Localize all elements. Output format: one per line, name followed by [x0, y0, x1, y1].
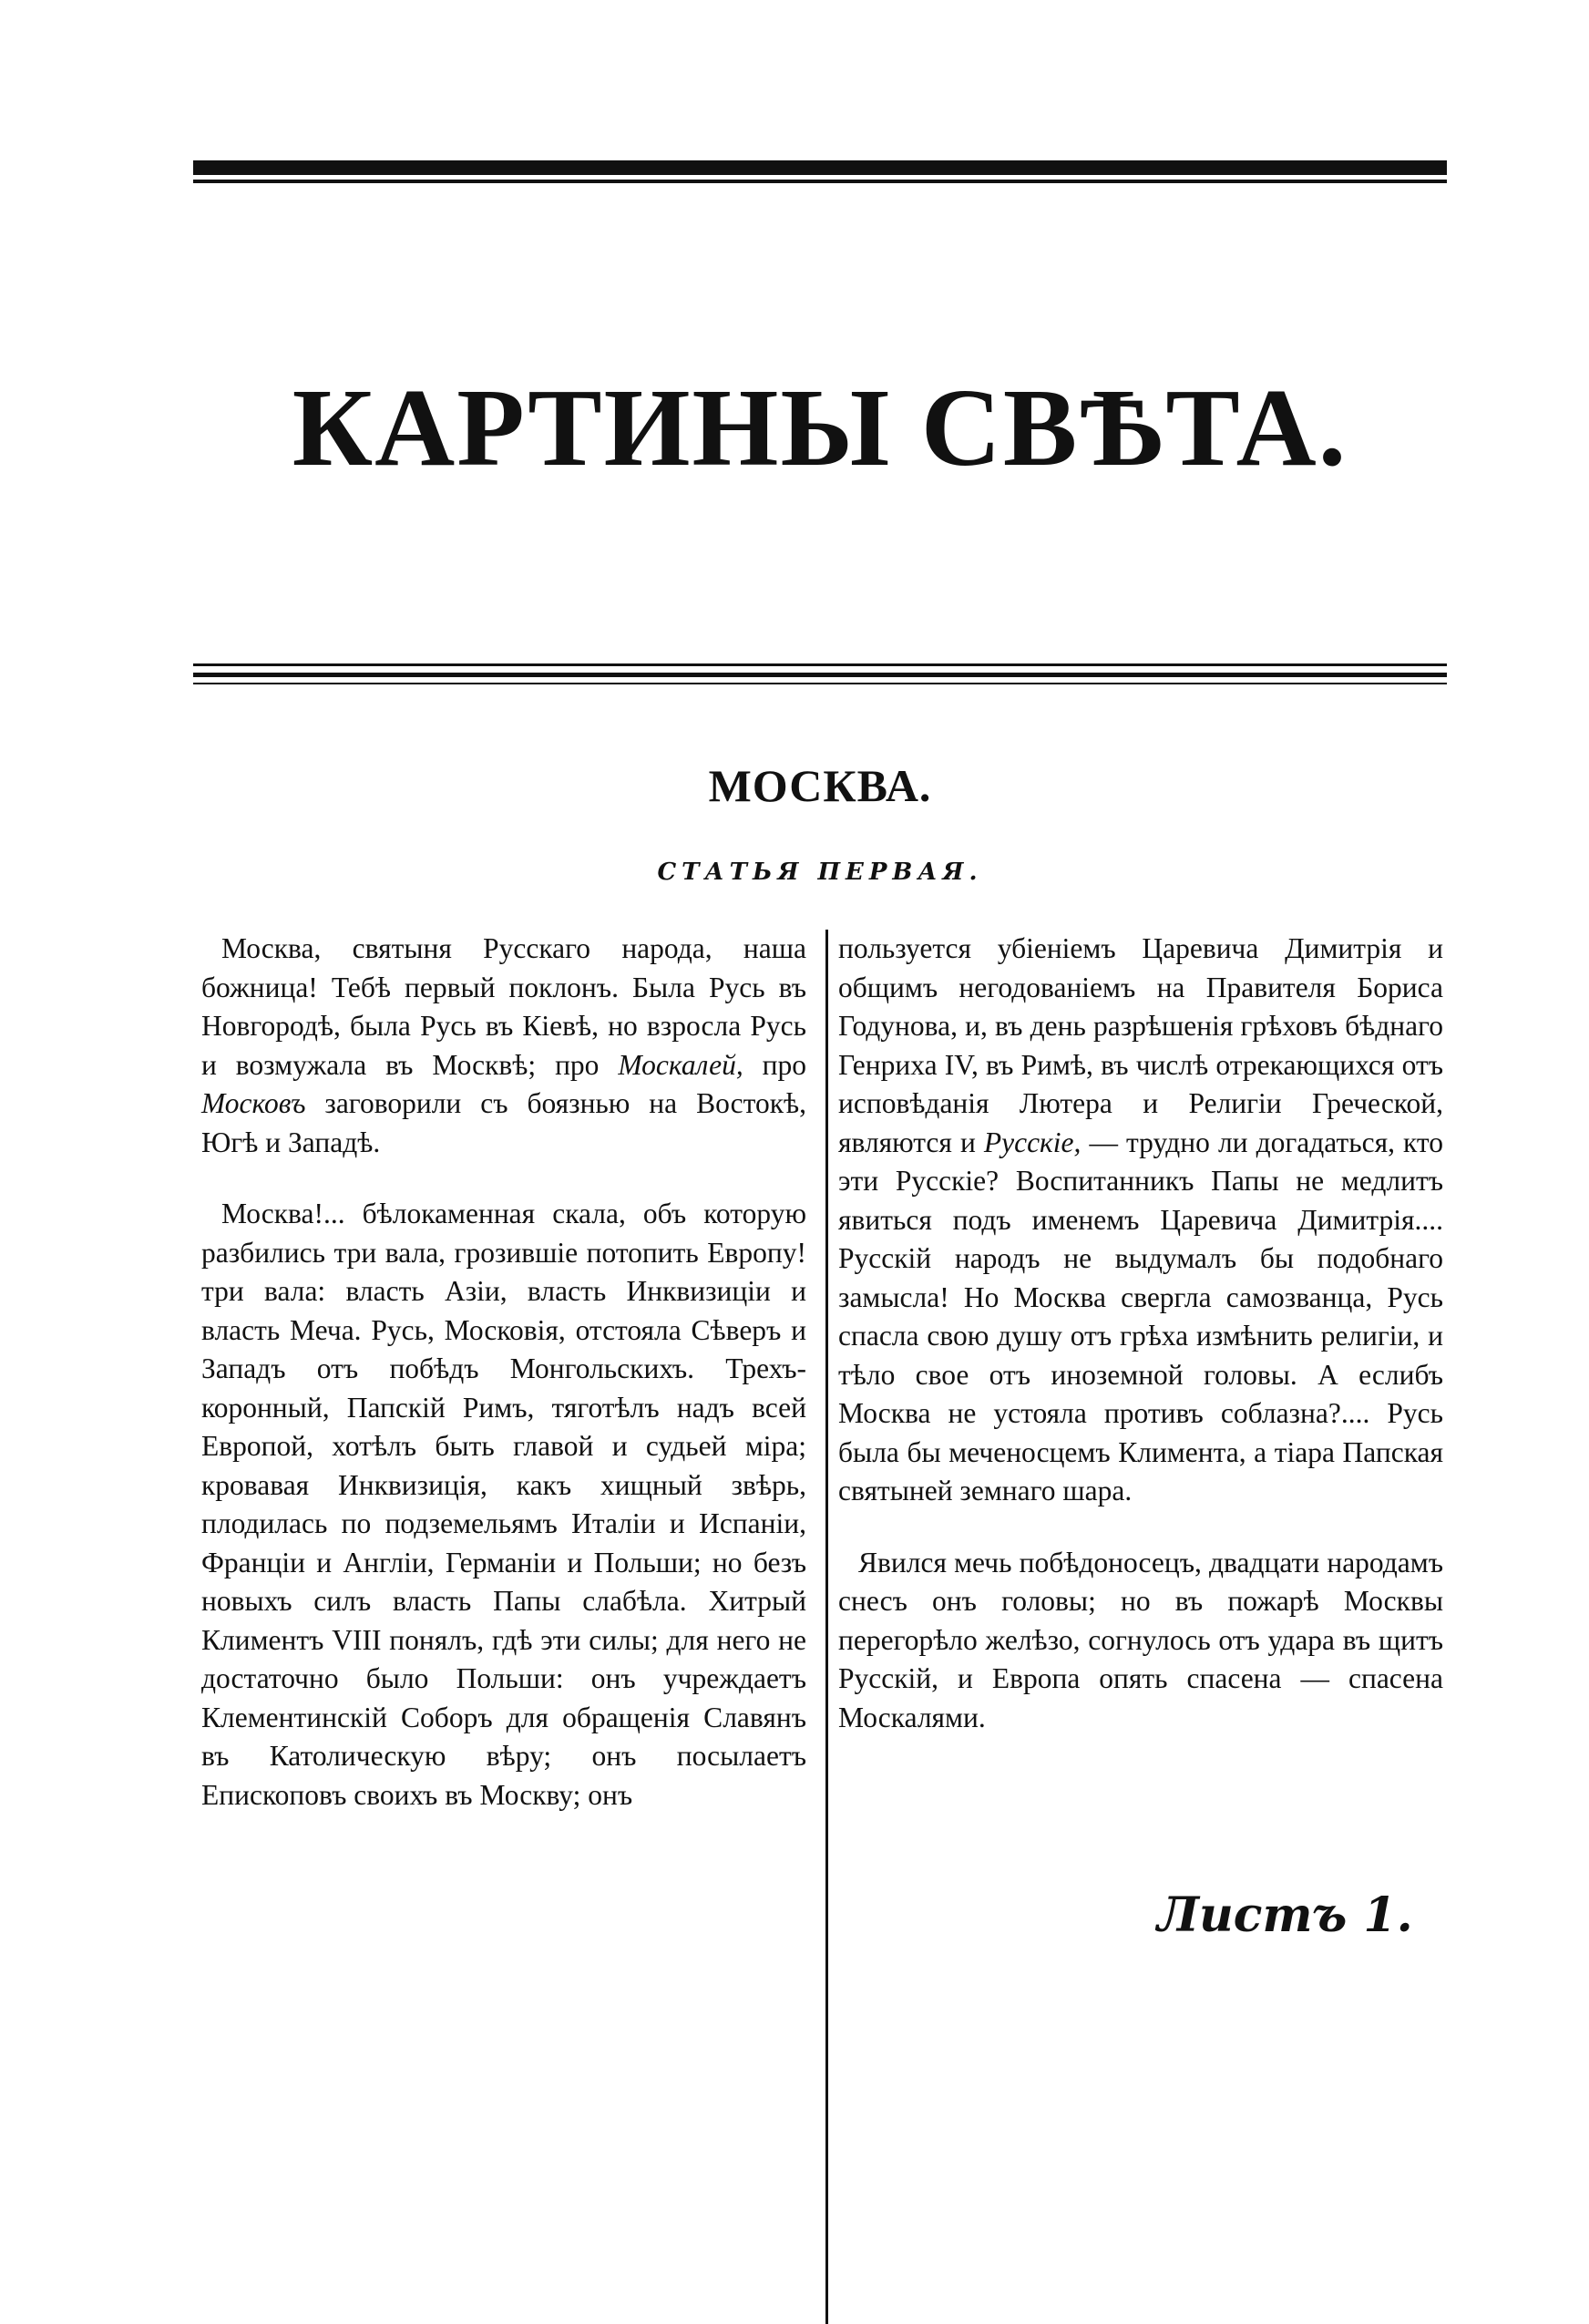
right-p1-text-b: — трудно ли догадаться, кто эти Русскіе? Воспитанникъ Папы не медлитъ явиться подъ именемъ Царевича Димитрія.... Русскій народъ не выдумалъ бы подобнаго замысла! Но Москва свергла самозванца, Русь спасла свою душу отъ грѣха измѣнить религіи, и тѣло свое отъ иноземной головы. А еслибъ Москва не устояла противъ соблазна?.... Русь была бы меченосцемъ Климента, а тіара Папская святыней земнаго шара. [838, 1126, 1443, 1506]
column-divider [825, 930, 828, 2324]
section-title: МОСКВА. [708, 760, 932, 811]
divider-rule-lower [193, 683, 1447, 684]
left-p1-text-c: заговорили съ боязнью на Востокѣ, Югѣ и Западѣ. [201, 1087, 806, 1158]
divider-rule-upper [193, 663, 1447, 666]
right-p1-emphasis: Русскіе, [983, 1126, 1082, 1158]
left-paragraph-2: Москва!... бѣлокаменная скала, объ которую разбились три вала, грозившіе потопить Европу! три вала: власть Азіи, власть Инквизиціи и власть Меча. Русь, Московія, отстояла Сѣверъ и Западъ отъ побѣдъ Монгольскихъ. Трехъ-коронный, Папскій Римъ, тяготѣлъ надъ всей Европой, хотѣлъ быть главой и судьей міра; кровавая Инквизиція, какъ хищный звѣрь, плодилась по подземельямъ Италіи и Испаніи, Франціи и Англіи, Германіи и Польши; но безъ новыхъ силъ власть Папы слабѣла. Хитрый Климентъ VIII понялъ, гдѣ эти силы; для него не достаточно было Польши: онъ учреждаетъ Клементинскій Соборъ для обращенія Славянъ въ Католическую вѣру; онъ посылаетъ Епископовъ своихъ въ Москву; онъ [201, 1198, 806, 1811]
right-paragraph-1 [838, 930, 1443, 1511]
right-p1-text-a: пользуется убіеніемъ Царевича Димитрія и общимъ негодованіемъ на Правителя Бориса Годунова, и, въ день разрѣшенія грѣховъ бѣднаго Генриха IV, въ Римѣ, въ числѣ отрекающихся отъ исповѣданія Лютера и Религіи Греческой, являются и [838, 932, 1443, 1158]
main-title: КАРТИНЫ СВѢТА. [292, 366, 1348, 489]
left-paragraph-1 [201, 930, 806, 1162]
left-p1-text-a: Москва, святыня Русскаго народа, наша божница! Тебѣ первый поклонъ. Была Русь въ Новгородѣ, была Русь въ Кіевѣ, но взросла Русь и возмужала въ Москвѣ; про [201, 932, 806, 1081]
top-rule-thick [193, 160, 1447, 175]
sheet-signature: Листъ 1. [1157, 1887, 1413, 1943]
divider-rule-middle [193, 673, 1447, 677]
left-column [201, 930, 806, 1815]
right-column [838, 930, 1443, 1737]
left-p1-emphasis-a: Москалей, [618, 1048, 743, 1081]
right-paragraph-2: Явился мечь побѣдоносецъ, двадцати народамъ снесъ онъ головы; но въ пожарѣ Москвы перегорѣло желѣзо, согнулось отъ удара въ щитъ Русскій, и Европа опять спасена — спасена Москалями. [838, 1546, 1443, 1733]
top-rule-thin [193, 180, 1447, 183]
article-subtitle: СТАТЬЯ ПЕРВАЯ. [657, 859, 983, 886]
left-p1-text-b: про [743, 1048, 806, 1081]
left-p1-emphasis-b: Московъ [201, 1087, 306, 1119]
